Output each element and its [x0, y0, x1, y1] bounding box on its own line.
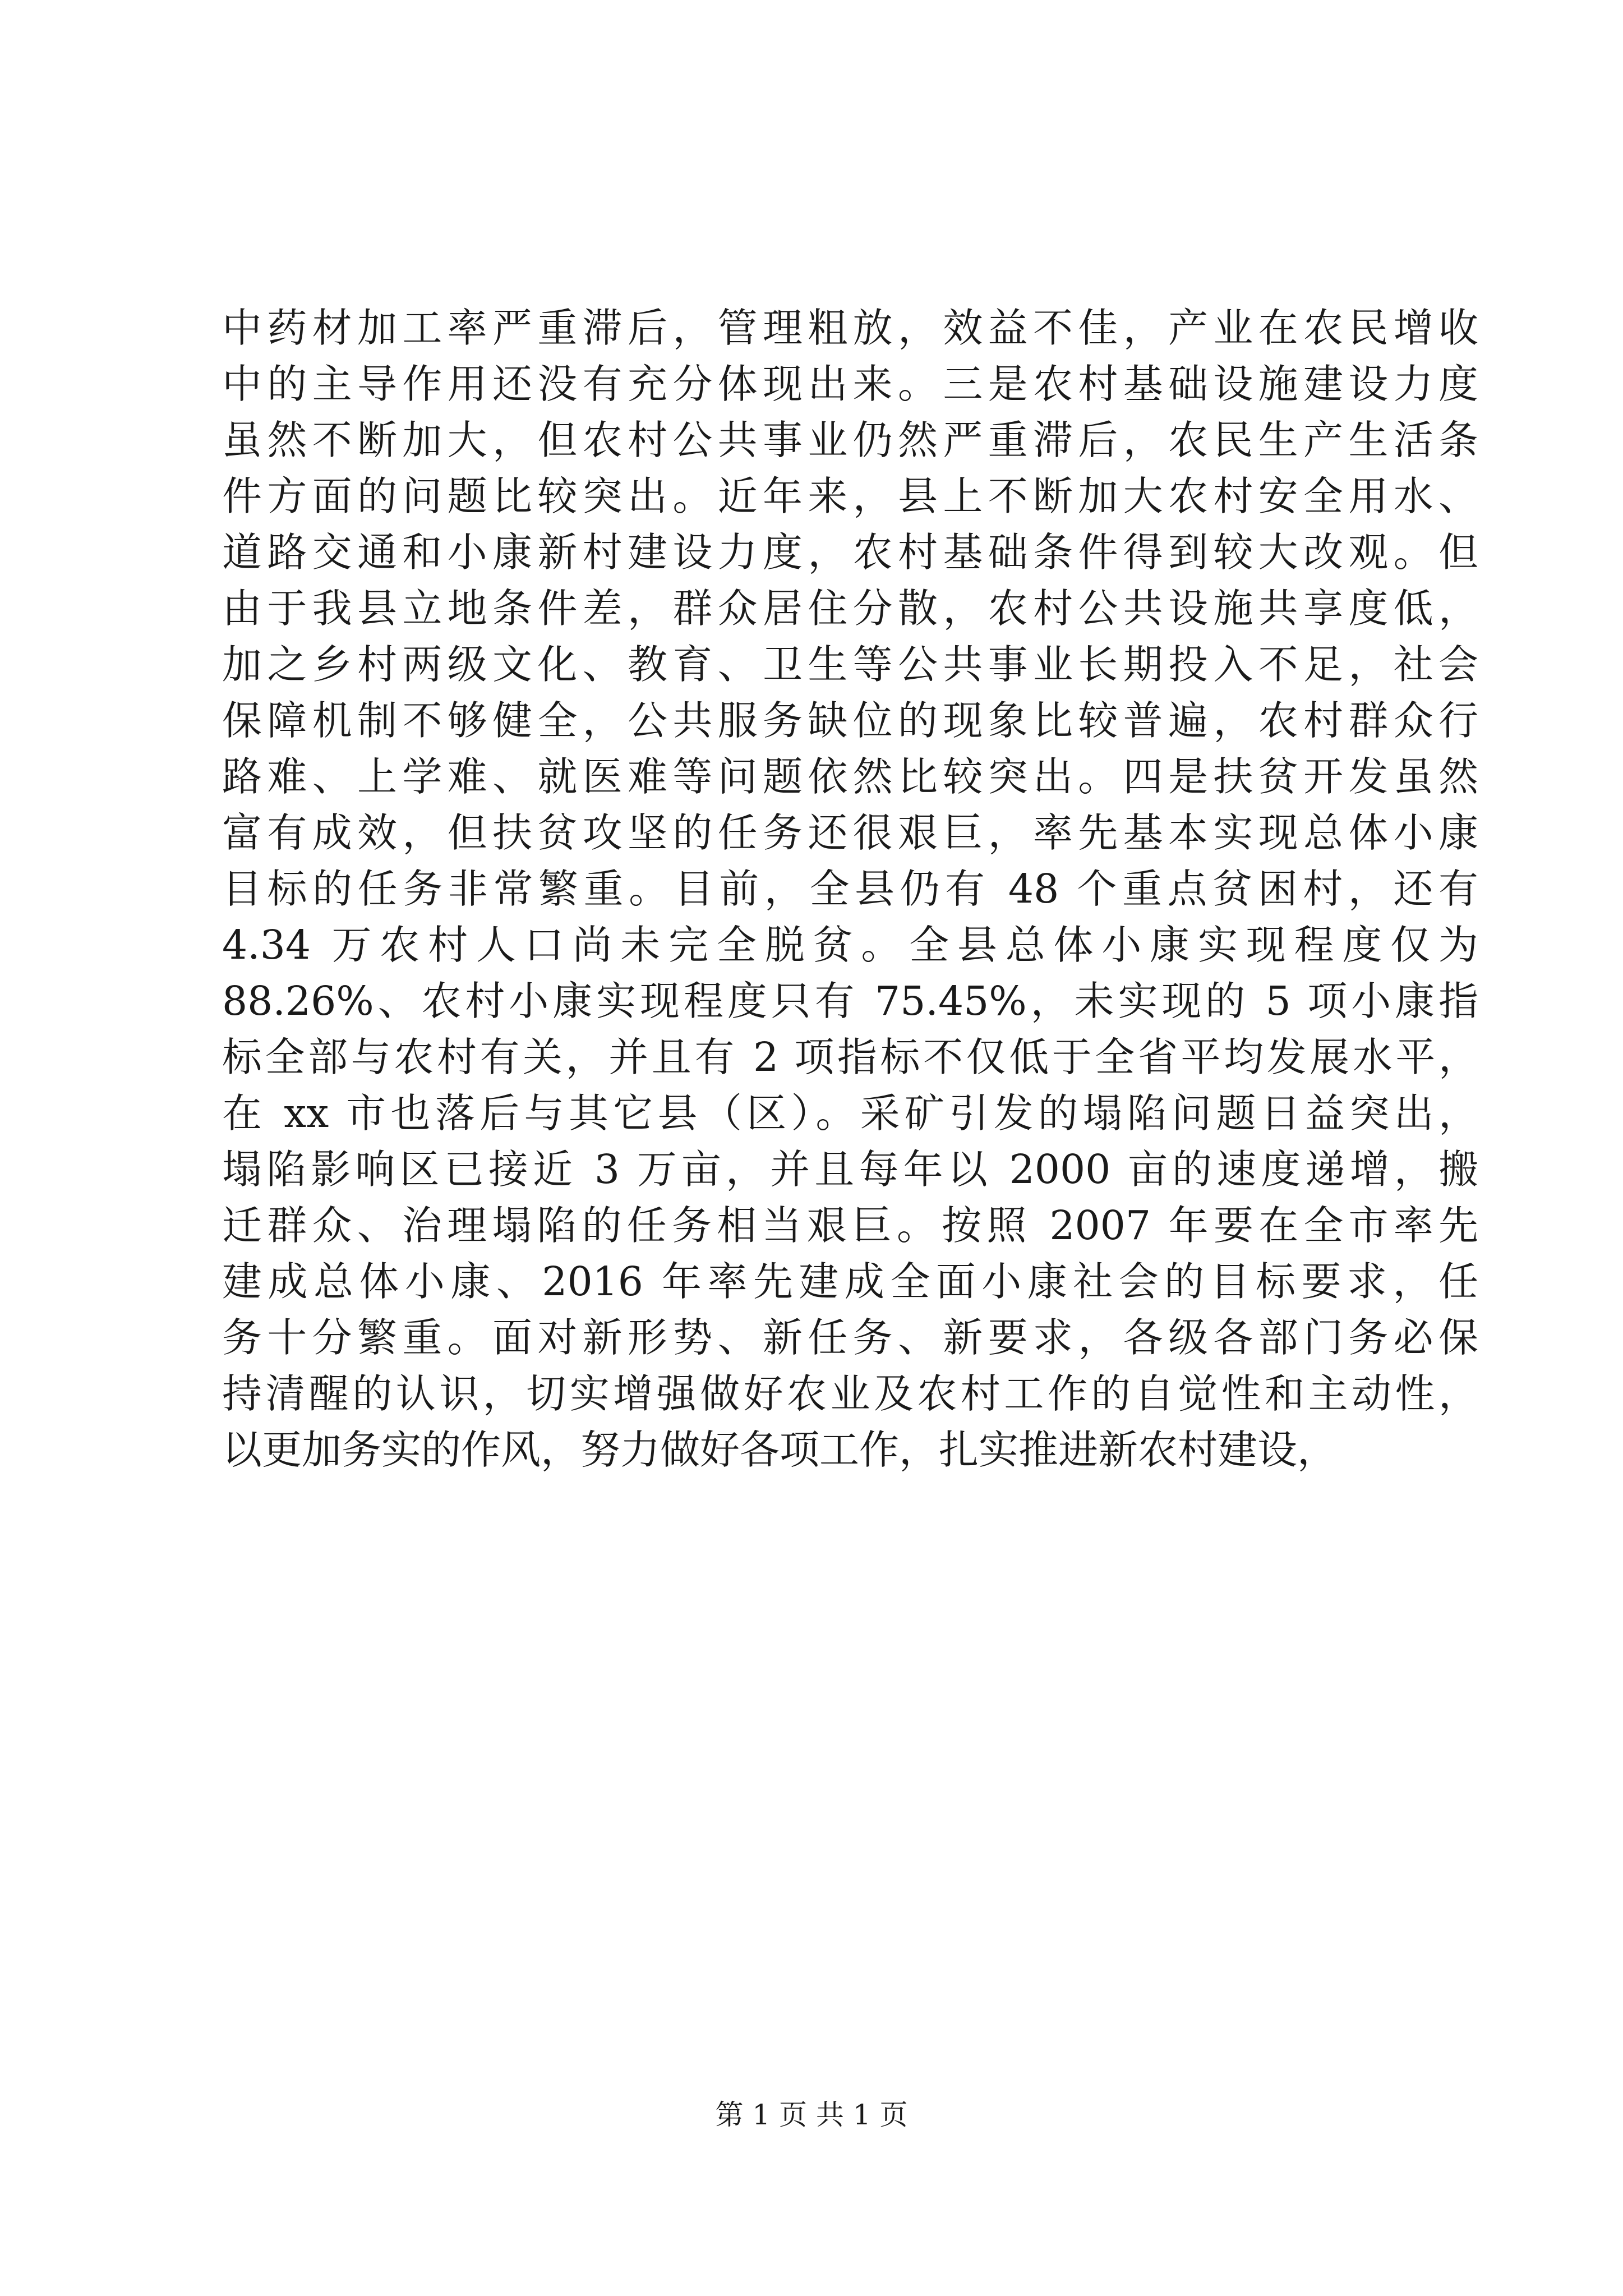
- text-line: 保障机制不够健全，公共服务缺位的现象比较普遍，农村群众行: [222, 697, 1478, 744]
- text-line: 标全部与农村有关，并且有 2 项指标不仅低于全省平均发展水平，: [222, 1034, 1478, 1080]
- text-line: 中的主导作用还没有充分体现出来。三是农村基础设施建设力度: [222, 361, 1478, 407]
- text-line: 由于我县立地条件差，群众居住分散，农村公共设施共享度低，: [222, 585, 1478, 632]
- body-text: [222, 300, 1478, 1478]
- text-line: 88.26%、农村小康实现程度只有 75.45%，未实现的 5 项小康指: [222, 978, 1478, 1024]
- text-line: 道路交通和小康新村建设力度，农村基础条件得到较大改观。但: [222, 529, 1478, 576]
- text-line: 件方面的问题比较突出。近年来，县上不断加大农村安全用水、: [222, 473, 1478, 519]
- text-line: 4.34 万农村人口尚未完全脱贫。全县总体小康实现程度仅为: [222, 922, 1478, 968]
- page-number-label: 第 1 页 共 1 页: [715, 2099, 908, 2131]
- page-footer: [0, 2098, 1623, 2132]
- text-line: 持清醒的认识，切实增强做好农业及农村工作的自觉性和主动性，: [222, 1370, 1478, 1417]
- text-line: 在 xx 市也落后与其它县（区）。采矿引发的塌陷问题日益突出，: [222, 1090, 1478, 1137]
- text-line: 塌陷影响区已接近 3 万亩，并且每年以 2000 亩的速度递增，搬: [222, 1146, 1478, 1193]
- text-line: 富有成效，但扶贫攻坚的任务还很艰巨，率先基本实现总体小康: [222, 809, 1478, 856]
- text-line: 加之乡村两级文化、教育、卫生等公共事业长期投入不足，社会: [222, 641, 1478, 688]
- text-line: 务十分繁重。面对新形势、新任务、新要求，各级各部门务必保: [222, 1314, 1478, 1361]
- text-line: 建成总体小康、2016 年率先建成全面小康社会的目标要求，任: [222, 1258, 1478, 1305]
- text-line: 路难、上学难、就医难等问题依然比较突出。四是扶贫开发虽然: [222, 753, 1478, 800]
- text-line: 迁群众、治理塌陷的任务相当艰巨。按照 2007 年要在全市率先: [222, 1202, 1478, 1249]
- text-line: 中药材加工率严重滞后，管理粗放，效益不佳，产业在农民增收: [222, 305, 1478, 351]
- text-line: 以更加务实的作风，努力做好各项工作，扎实推进新农村建设，: [222, 1427, 1338, 1473]
- text-line: 虽然不断加大，但农村公共事业仍然严重滞后，农民生产生活条: [222, 417, 1478, 463]
- text-line: 目标的任务非常繁重。目前，全县仍有 48 个重点贫困村，还有: [222, 866, 1478, 912]
